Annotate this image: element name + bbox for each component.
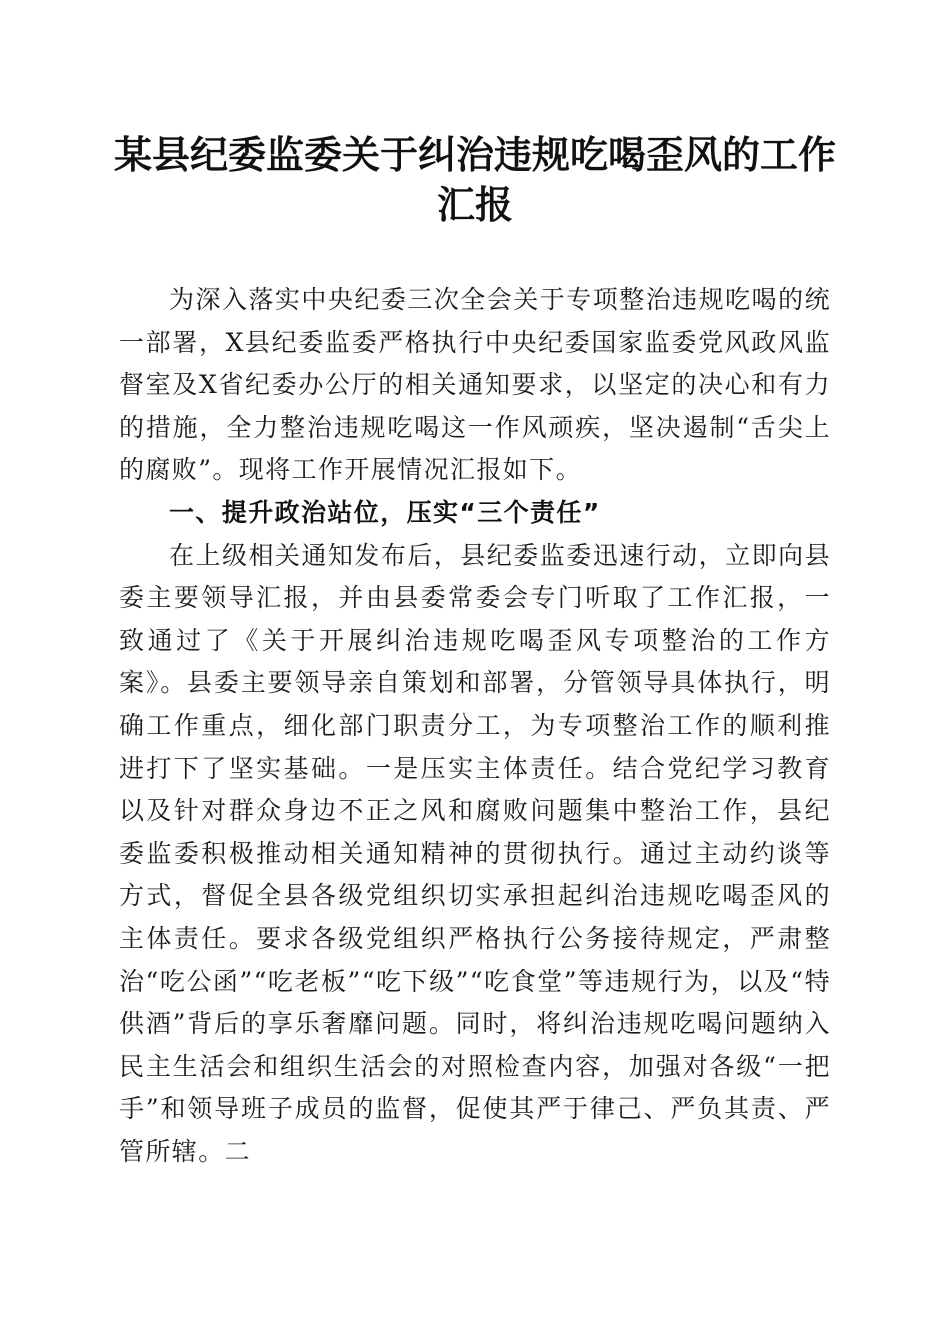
- intro-paragraph: 为深入落实中央纪委三次全会关于专项整治违规吃喝的统一部署，X县纪委监委严格执行中央纪委国家监委党风政风监督室及X省纪委办公厅的相关通知要求，以坚定的决心和有力的措施，全力整治违规吃喝这一作风顽疾，坚决遏制“舌尖上的腐败”。现将工作开展情况汇报如下。: [119, 285, 831, 485]
- section-heading: 一、提升政治站位，压实“三个责任”: [169, 497, 601, 527]
- document-body: [119, 279, 831, 1173]
- document-title: 某县纪委监委关于纠治违规吃喝歪风的工作汇报: [113, 132, 836, 227]
- section-paragraph: 在上级相关通知发布后，县纪委监委迅速行动，立即向县委主要领导汇报，并由县委常委会专门听取了工作汇报，一致通过了《关于开展纠治违规吃喝歪风专项整治的工作方案》。县委主要领导亲自策划和部署，分管领导具体执行，明确工作重点，细化部门职责分工，为专项整治工作的顺利推进打下了坚实基础。一是压实主体责任。结合党纪学习教育以及针对群众身边不正之风和腐败问题集中整治工作，县纪委监委积极推动相关通知精神的贯彻执行。通过主动约谈等方式，督促全县各级党组织切实承担起纠治违规吃喝歪风的主体责任。要求各级党组织严格执行公务接待规定，严肃整治“吃公函”“吃老板”“吃下级”“吃食堂”等违规行为，以及“特供酒”背后的享乐奢靡问题。同时，将纠治违规吃喝问题纳入民主生活会和组织生活会的对照检查内容，加强对各级“一把手”和领导班子成员的监督，促使其严于律己、严负其责、严管所辖。二: [119, 540, 831, 1166]
